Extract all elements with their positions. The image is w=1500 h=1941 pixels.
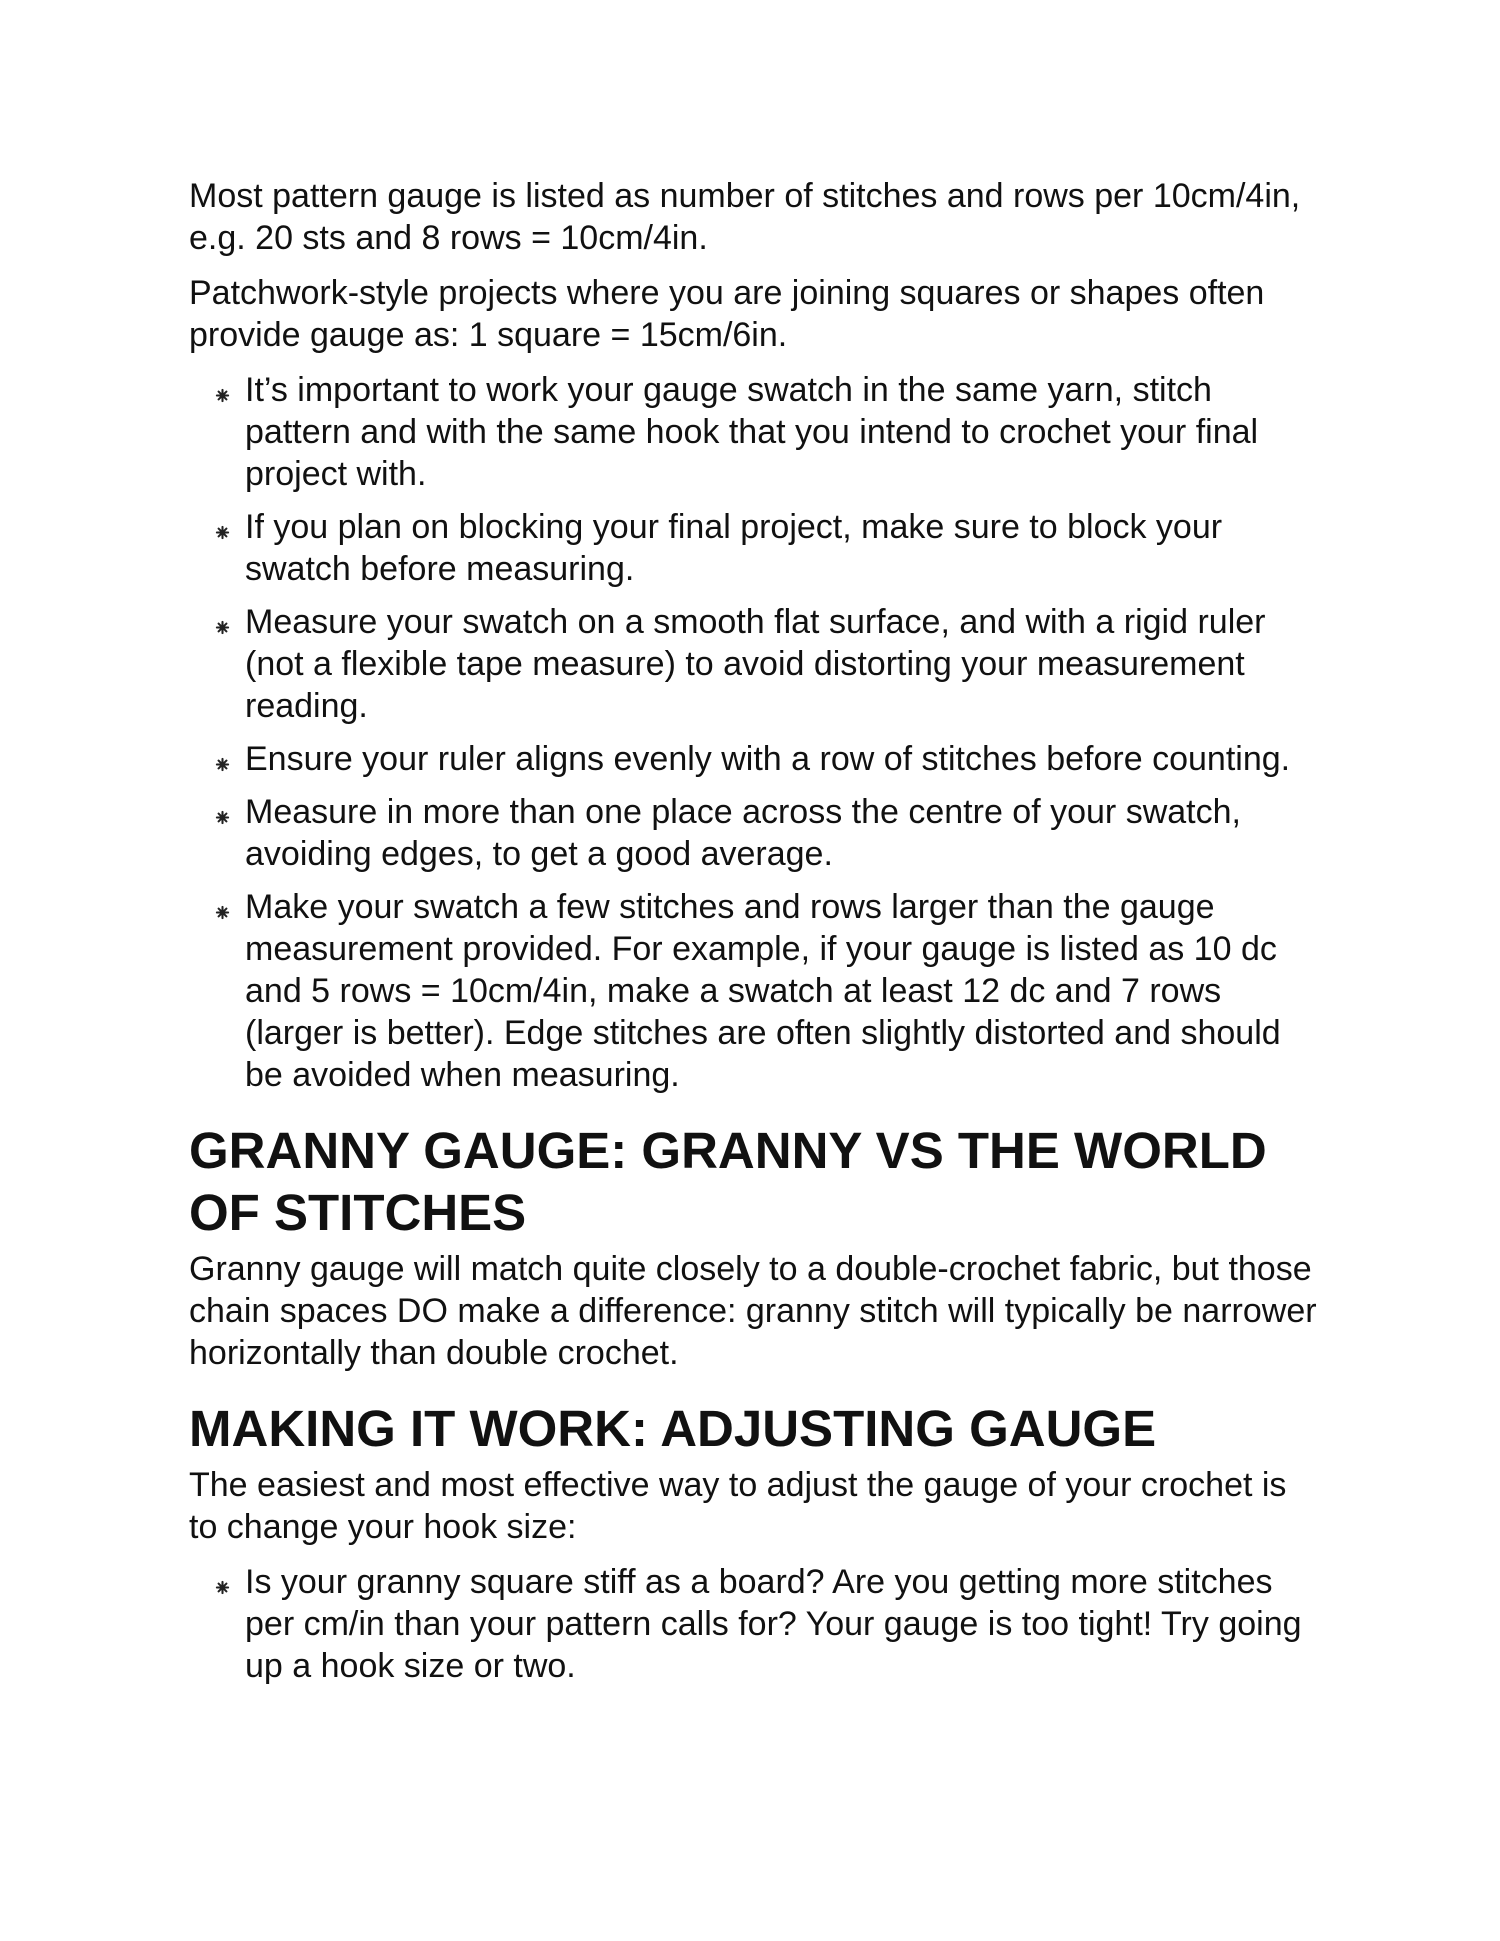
intro-paragraph-2: Patchwork-style projects where you are joining squares or shapes often provide gauge as: 1 square = 15cm/6in. [189,274,1265,354]
list-item [189,1561,1319,1687]
starburst-bullet-icon [215,525,230,540]
starburst-bullet-icon [215,905,230,920]
list-item-text: Measure in more than one place across the centre of your swatch, avoiding edges, to get a good average. [245,793,1241,873]
adjusting-gauge-paragraph: The easiest and most effective way to adjust the gauge of your crochet is to change your hook size: [189,1466,1287,1546]
starburst-bullet-icon [215,1580,230,1595]
list-item-text: If you plan on blocking your final project, make sure to block your swatch before measuring. [245,508,1223,588]
list-item [189,369,1319,495]
starburst-bullet-icon [215,620,230,635]
intro-paragraph-1: Most pattern gauge is listed as number of stitches and rows per 10cm/4in, e.g. 20 sts and 8 rows = 10cm/4in. [189,177,1301,257]
list-item-text: Measure your swatch on a smooth flat surface, and with a rigid ruler (not a flexible tape measure) to avoid distorting your measurement reading. [245,603,1266,725]
adjusting-tips-list [189,1561,1319,1687]
list-item-text: Make your swatch a few stitches and rows larger than the gauge measurement provided. For example, if your gauge is listed as 10 dc and 5 rows = 10cm/4in, make a swatch at least 12 dc and 7 rows (larger is better). Edge stitches are often slightly distorted and should be avoided when measuring. [245,888,1281,1094]
granny-gauge-paragraph: Granny gauge will match quite closely to a double-crochet fabric, but those chain spaces DO make a difference: granny stitch will typically be narrower horizontally than double crochet. [189,1250,1317,1372]
starburst-bullet-icon [215,810,230,825]
granny-gauge-heading: GRANNY GAUGE: GRANNY VS THE WORLD OF STITCHES [189,1122,1267,1241]
list-item [189,886,1319,1096]
gauge-tips-list [189,369,1319,1096]
list-item-text: Ensure your ruler aligns evenly with a row of stitches before counting. [245,740,1291,778]
list-item [189,601,1319,727]
starburst-bullet-icon [215,757,230,772]
starburst-bullet-icon [215,388,230,403]
list-item [189,738,1319,780]
document-page [189,175,1319,1698]
list-item [189,506,1319,590]
list-item-text: Is your granny square stiff as a board? Are you getting more stitches per cm/in than your pattern calls for? Your gauge is too tight! Try going up a hook size or two. [245,1563,1302,1685]
list-item [189,791,1319,875]
adjusting-gauge-heading: MAKING IT WORK: ADJUSTING GAUGE [189,1400,1157,1457]
list-item-text: It’s important to work your gauge swatch in the same yarn, stitch pattern and with the same hook that you intend to crochet your final project with. [245,371,1259,493]
